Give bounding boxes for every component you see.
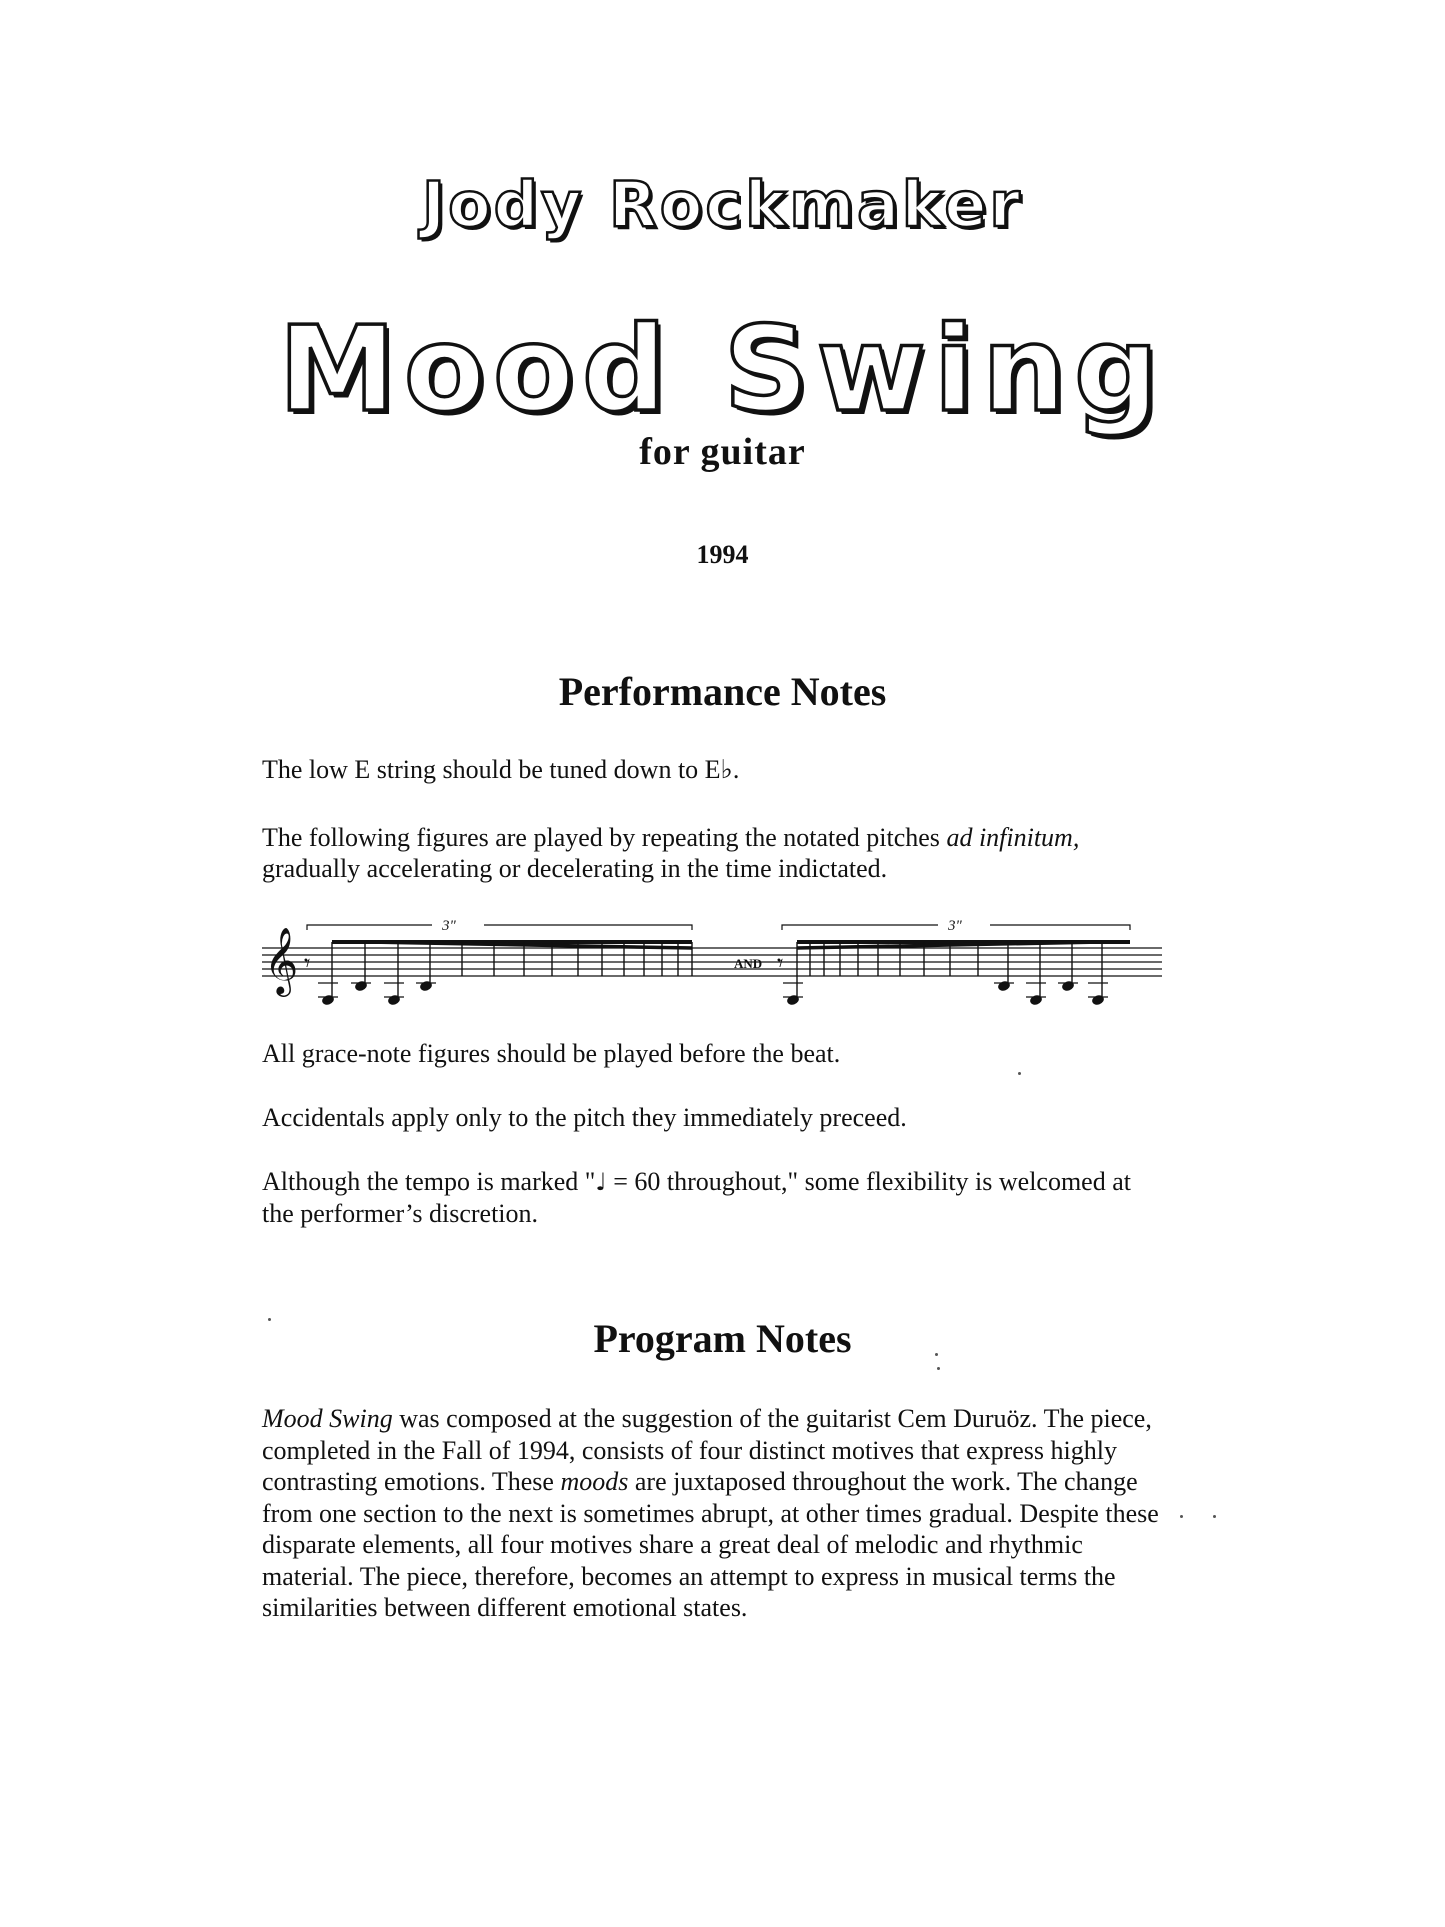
note-heads-1 [321,980,433,1007]
scan-speck [1213,1515,1216,1518]
tempo-note [262,1166,1162,1229]
duration-bracket-1 [307,925,692,930]
tuning-note: The low E string should be tuned down to E♭. [262,755,740,784]
staff-lines [262,948,1162,976]
accidentals-note: Accidentals apply only to the pitch they immediately preceed. [262,1103,907,1132]
eighth-rest-icon: 𝄾 [304,949,311,977]
figure-connector: AND [734,956,763,971]
piece-title: Mood Swing [278,300,1167,438]
instrumentation: for guitar [639,431,806,473]
decelerating-figure [797,942,1130,1000]
duration-label-2: 3" [948,918,962,934]
composer-name: Jody Rockmaker [422,168,1023,241]
eighth-rest-icon: 𝄾 [777,949,784,977]
scan-speck [935,1353,938,1356]
note-heads-2 [786,980,1105,1007]
duration-label-1: 3" [442,918,456,934]
program-notes-title-italic: Mood Swing [262,1404,393,1433]
accelerating-figure [332,942,692,1000]
program-notes-text-1: was composed at the suggestion of the guitarist Cem Duruöz. The piece, completed in the Fall of 1994, consists of four distinct motives that express highly contrasting emotions. These [262,1404,1152,1496]
scan-speck [268,1318,271,1321]
tempo-note-start: Although the tempo is marked " [262,1167,596,1196]
grace-notes-note: All grace-note figures should be played before the beat. [262,1039,841,1068]
program-notes-heading: Program Notes [593,1316,852,1361]
notation-example [262,908,1162,1013]
figures-note [262,822,1162,884]
scan-speck [1018,1072,1021,1075]
figures-note-italic: ad infinitum, [946,823,1080,852]
figures-note-end: gradually accelerating or decelerating in the time indictated. [262,854,888,883]
program-notes-text [262,1403,1162,1624]
composition-year: 1994 [696,540,749,569]
program-notes-text-2: are juxtaposed throughout the work. The change from one section to the next is sometimes abrupt, at other times gradual. Despite these disparate elements, all four motives share a great deal of melodic and rhythmic material. The piece, therefore, becomes an attempt to express in musical terms the similarities between different emotional states. [262,1467,1159,1622]
ledger-lines-1 [318,983,436,997]
scan-speck [937,1367,940,1370]
treble-clef-icon: 𝄞 [264,926,299,994]
ledger-lines-2 [783,983,1108,997]
figures-note-start: The following figures are played by repeating the notated pitches [262,823,947,852]
scan-speck [1180,1515,1183,1518]
tempo-note-end: = 60 throughout," some flexibility is welcomed at the performer’s discretion. [262,1167,1131,1228]
program-notes-moods-italic: moods [560,1467,629,1496]
performance-notes-heading: Performance Notes [558,669,887,714]
quarter-note-icon: ♩ [595,1168,607,1196]
